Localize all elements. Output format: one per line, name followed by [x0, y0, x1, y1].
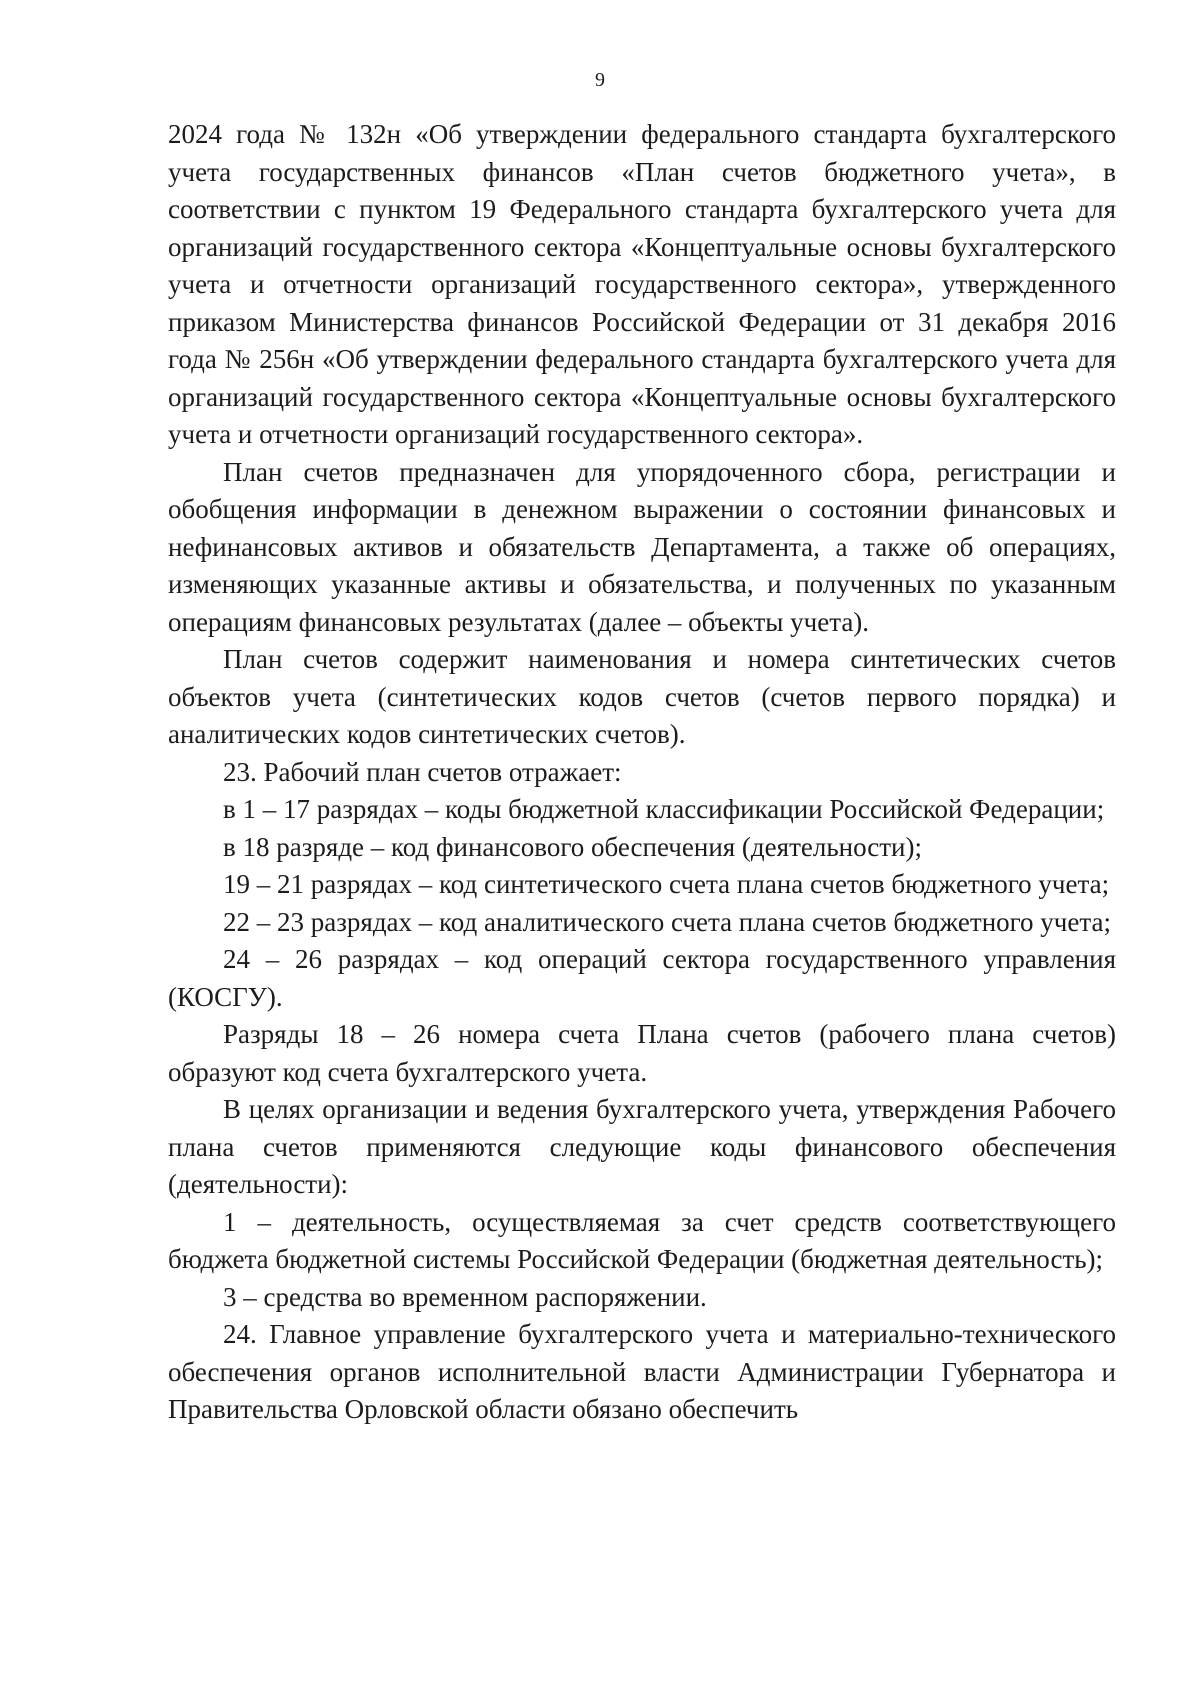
- paragraph-item-24: 24. Главное управление бухгалтерского учета и материально-технического обеспечения органов исполнительной власти Администрации Губернатора и Правительства Орловской области обязано обеспечить: [168, 1319, 1116, 1424]
- paragraph-digits-19-21: 19 – 21 разрядах – код синтетического счета плана счетов бюджетного учета;: [223, 869, 1110, 899]
- paragraph-digits-1-17: в 1 – 17 разрядах – коды бюджетной классификации Российской Федерации;: [223, 794, 1105, 824]
- paragraph-digits-24-26: 24 – 26 разрядах – код операций сектора государственного управления (КОСГУ).: [168, 944, 1116, 1012]
- paragraph-digits-22-23: 22 – 23 разрядах – код аналитического счета плана счетов бюджетного учета;: [223, 906, 1111, 937]
- paragraph-plan-purpose: План счетов предназначен для упорядоченного сбора, регистрации и обобщения информации в денежном выражении о состоянии финансовых и нефинансовых активов и обязательств Департамента, а также об операциях, изменяющих указанные активы и обязательства, и полученных по указанным операциям финансовых результатах (далее – объекты учета).: [168, 456, 1116, 637]
- paragraph-financing-codes: В целях организации и ведения бухгалтерского учета, утверждения Рабочего плана счетов применяются следующие коды финансового обеспечения (деятельности):: [168, 1094, 1116, 1199]
- paragraph-code-1: 1 – деятельность, осуществляемая за счет средств соответствующего бюджета бюджетной системы Российской Федерации (бюджетная деятельность);: [168, 1206, 1116, 1274]
- paragraph-account-code: Разряды 18 – 26 номера счета Плана счетов (рабочего плана счетов) образуют код счета бухгалтерского учета.: [168, 1019, 1116, 1087]
- paragraph-plan-contents: План счетов содержит наименования и номера синтетических счетов объектов учета (синтетических кодов счетов (счетов первого порядка) и аналитических кодов синтетических счетов).: [168, 644, 1116, 749]
- paragraph-continuation: 2024 года № 132н «Об утверждении федерального стандарта бухгалтерского учета государственных финансов «План счетов бюджетного учета», в соответствии с пунктом 19 Федерального стандарта бухгалтерского учета для организаций государственного сектора «Концептуальные основы бухгалтерского учета и отчетности организаций государственного сектора», утвержденного приказом Министерства финансов Российской Федерации от 31 декабря 2016 года № 256н «Об утверждении федерального стандарта бухгалтерского учета для организаций государственного сектора «Концептуальные основы бухгалтерского учета и отчетности организаций государственного сектора».: [168, 119, 1116, 449]
- paragraph-item-23: 23. Рабочий план счетов отражает:: [223, 756, 622, 787]
- paragraph-code-3: 3 – средства во временном распоряжении.: [223, 1281, 707, 1312]
- paragraph-digit-18: в 18 разряде – код финансового обеспечения (деятельности);: [223, 831, 922, 862]
- page-number: 9: [595, 69, 605, 91]
- document-body: [168, 116, 1116, 1429]
